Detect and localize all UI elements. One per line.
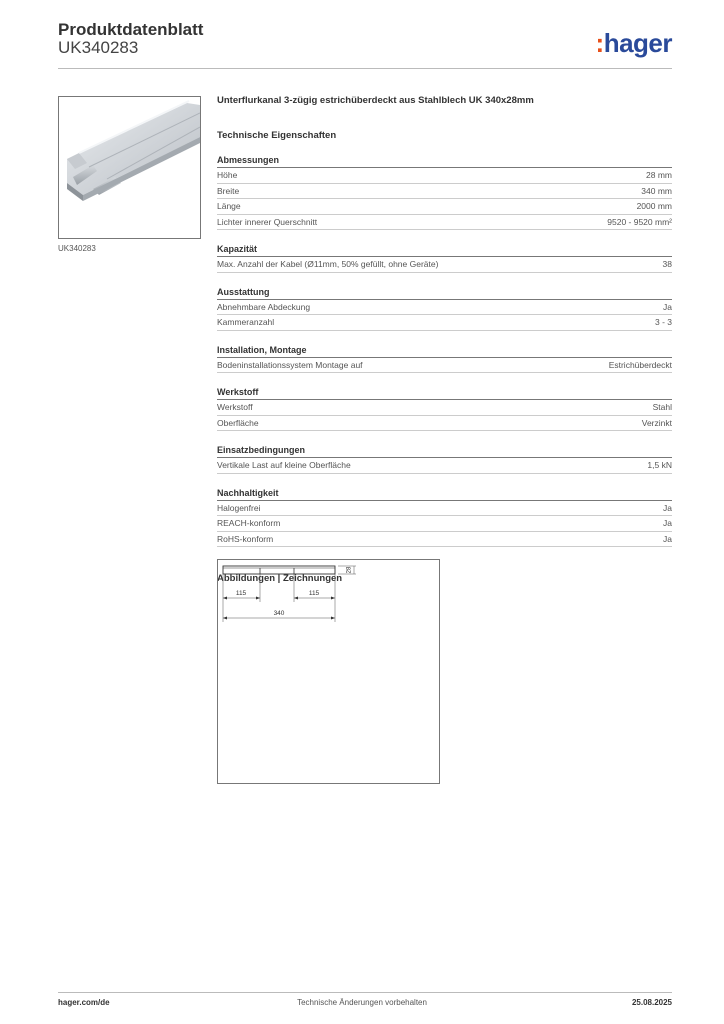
tech-properties-title: Technische Eigenschaften [217,130,337,141]
header-divider [58,68,672,69]
section-title: Werkstoff [217,387,672,400]
spec-value: 340 mm [641,185,672,196]
dim-total-label: 340 [273,610,285,617]
spec-label: Lichter innerer Querschnitt [217,216,318,227]
section-title: Kapazität [217,244,672,257]
spec-label: Bodeninstallationssystem Montage auf [217,359,363,370]
technical-drawing [217,559,440,784]
product-code: UK340283 [58,38,139,57]
logo-text: hager [603,28,672,58]
spec-value: 3 - 3 [654,317,672,327]
dim-left-label: 115 [235,590,247,597]
spec-label: REACH-konform [217,518,281,528]
section-title: Einsatzbedingungen [217,445,672,458]
spec-value: 38 [662,259,672,269]
footer-date: 25.08.2025 [631,998,672,1007]
spec-label: Abnehmbare Abdeckung [217,301,311,312]
spec-value: 9520 - 9520 mm² [607,216,672,227]
spec-label: Max. Anzahl der Kabel (Ø11mm, 50% gefüllt, ohne Geräte) [217,259,439,269]
spec-row [217,257,672,273]
spec-row [217,315,672,331]
spec-label: Werkstoff [217,402,253,412]
dim-height-label: 28 [346,566,353,574]
section-installation [217,345,672,374]
spec-label: Länge [217,201,241,211]
content-column [217,95,672,584]
product-image [58,96,201,239]
spec-row [217,416,672,432]
spec-label: Vertikale Last auf kleine Oberfläche [217,460,351,470]
section-title: Nachhaltigkeit [217,488,672,501]
spec-row [217,300,672,316]
spec-value: Ja [663,533,672,544]
footer-disclaimer: Technische Änderungen vorbehalten [297,998,427,1007]
section-kapazitaet [217,244,672,273]
dim-right-label: 115 [308,590,320,597]
spec-label: Höhe [217,170,238,180]
spec-value: Ja [663,518,672,528]
page-title: Produktdatenblatt [58,20,204,39]
section-nachhaltigkeit [217,488,672,548]
section-ausstattung [217,287,672,331]
spec-label: Breite [217,185,240,196]
footer-website-link[interactable]: hager.com/de [58,998,110,1007]
spec-row [217,501,672,517]
figures-title: Abbildungen | Zeichnungen [217,573,343,584]
section-abmessungen [217,155,672,230]
spec-label: RoHS-konform [217,533,274,544]
spec-value: 1,5 kN [647,460,672,470]
spec-label: Kammeranzahl [217,317,275,327]
section-werkstoff [217,387,672,431]
spec-value: Ja [663,502,672,513]
spec-value: Estrichüberdeckt [608,359,672,370]
spec-row [217,358,672,374]
spec-value: Ja [663,301,672,312]
spec-value: 2000 mm [636,201,672,211]
product-description: Unterflurkanal 3-zügig estrichüberdeckt aus Stahlblech UK 340x28mm [217,95,534,106]
section-title: Abmessungen [217,155,672,168]
section-title: Ausstattung [217,287,672,300]
spec-row [217,400,672,416]
spec-row [217,458,672,474]
spec-row [217,168,672,184]
footer-divider [58,992,672,993]
section-einsatzbedingungen [217,445,672,474]
spec-row [217,184,672,200]
spec-label: Oberfläche [217,417,259,428]
spec-row [217,199,672,215]
spec-value: Stahl [652,402,672,412]
section-title: Installation, Montage [217,345,672,358]
spec-value: 28 mm [646,170,672,180]
spec-label: Halogenfrei [217,502,261,513]
spec-row [217,215,672,231]
spec-row [217,516,672,532]
image-caption: UK340283 [58,244,96,253]
spec-value: Verzinkt [641,417,672,428]
hager-logo[interactable] [596,28,672,59]
spec-row [217,532,672,548]
logo-dot: : [595,28,604,58]
